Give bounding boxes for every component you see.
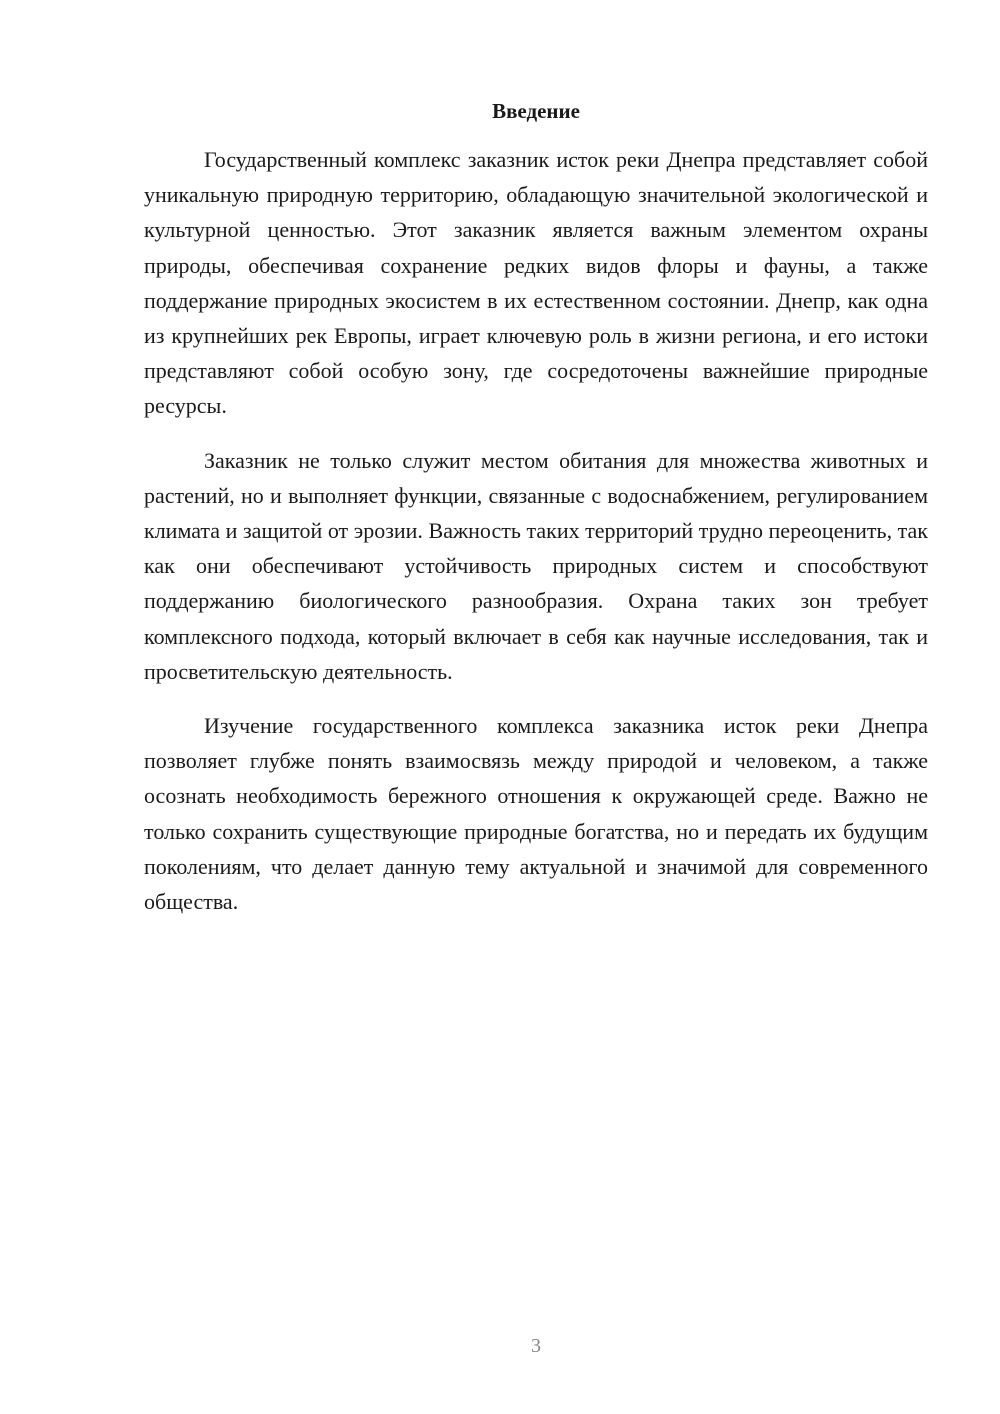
paragraph-2: Заказник не только служит местом обитания для множества животных и растений, но и выполняет функции, связанные с водоснабжением, регулированием климата и защитой от эрозии. Важность таких территорий трудно переоценить, так как они обеспечивают устойчивость природных систем и способствуют поддержанию биологического разнообразия. Охрана таких зон требует комплексного подхода, который включает в себя как научные исследования, так и просветительскую деятельность.	[144, 447, 928, 684]
body-text	[144, 142, 928, 919]
paragraph-3: Изучение государственного комплекса заказника исток реки Днепра позволяет глубже понять взаимосвязь между природой и человеком, а также осознать необходимость бережного отношения к окружающей среде. Важно не только сохранить существующие природные богатства, но и передать их будущим поколениям, что делает данную тему актуальной и значимой для современного общества.	[144, 713, 928, 915]
page-number: 3	[531, 1335, 541, 1357]
page-title: Введение	[492, 99, 580, 123]
paragraph-1: Государственный комплекс заказник исток реки Днепра представляет собой уникальную природную территорию, обладающую значительной экологической и культурной ценностью. Этот заказник является важным элементом охраны природы, обеспечивая сохранение редких видов флоры и фауны, а также поддержание природных экосистем в их естественном состоянии. Днепр, как одна из крупнейших рек Европы, играет ключевую роль в жизни региона, и его истоки представляют собой особую зону, где сосредоточены важнейшие природные ресурсы.	[144, 147, 928, 419]
